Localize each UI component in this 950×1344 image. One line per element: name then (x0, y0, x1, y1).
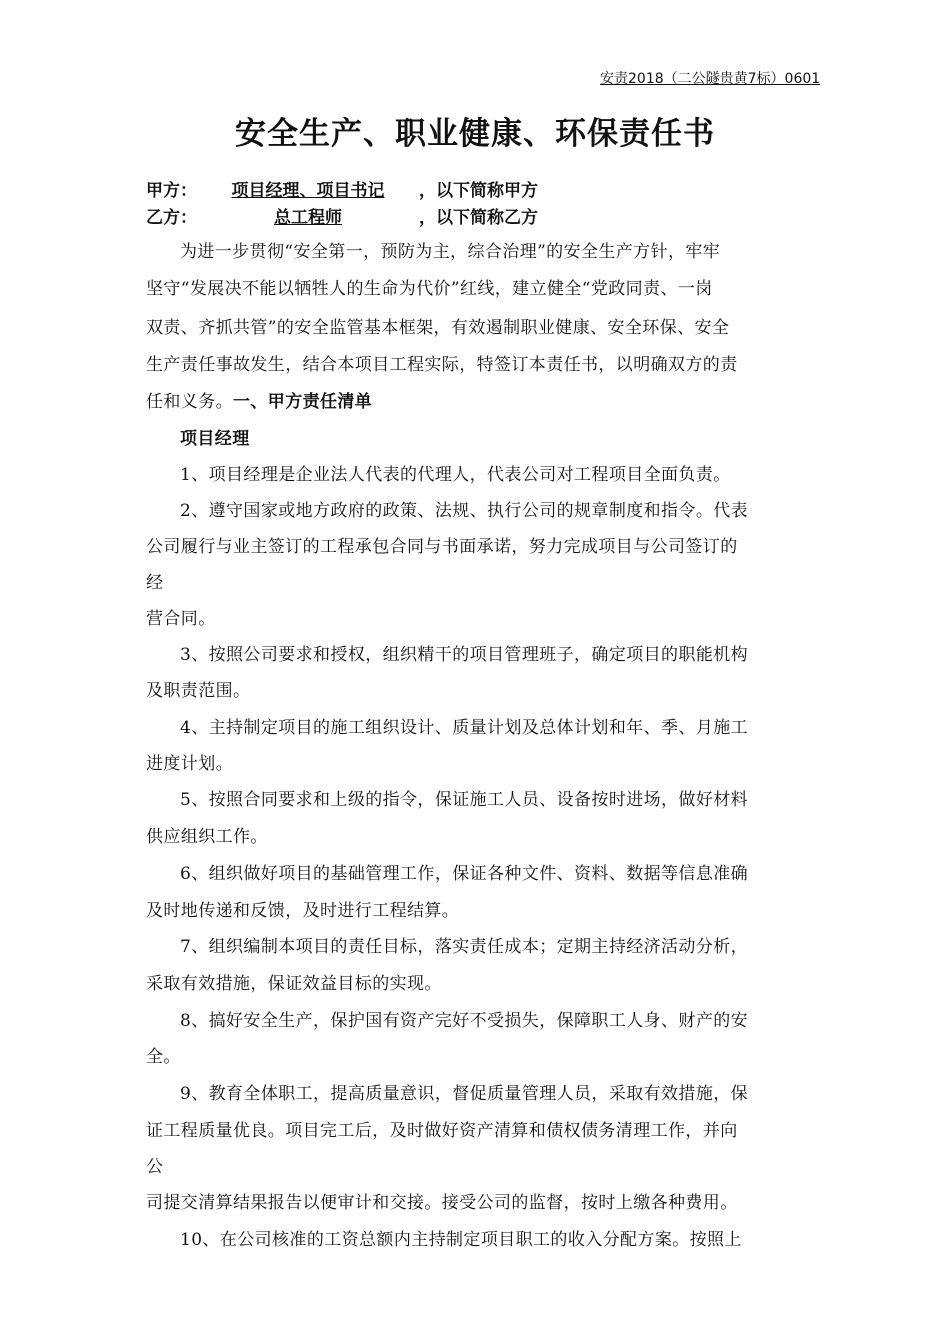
party-a-role: 项目经理、项目书记 (231, 181, 385, 201)
list-item: 经 (146, 573, 164, 593)
intro-line: 为进一步贯彻“安全第一，预防为主，综合治理”的安全生产方针，牢牢 (180, 242, 721, 262)
intro-line: 双责、齐抓共管”的安全监管基本框架，有效遏制职业健康、安全环保、安全 (146, 318, 730, 338)
list-item: 采取有效措施，保证效益目标的实现。 (146, 974, 442, 994)
list-item: 公司履行与业主签订的工程承包合同与书面承诺，努力完成项目与公司签订的 (146, 537, 738, 557)
list-item: 4、主持制定项目的施工组织设计、质量计划及总体计划和年、季、月施工 (180, 718, 749, 738)
list-item: 3、按照公司要求和授权，组织精干的项目管理班子，确定项目的职能机构 (180, 645, 749, 665)
section-heading: 一、甲方责任清单 (233, 392, 373, 412)
list-item: 供应组织工作。 (146, 827, 268, 847)
list-item: 公 (146, 1157, 164, 1177)
list-item: 营合同。 (146, 609, 216, 629)
list-item: 1、项目经理是企业法人代表的代理人，代表公司对工程项目全面负责。 (180, 465, 731, 485)
party-b-suffix: ，以下简称乙方 (419, 208, 538, 228)
intro-line: 任和义务。 (146, 392, 233, 412)
list-item: 证工程质量优良。项目完工后，及时做好资产清算和债权债务清理工作，并向 (146, 1121, 738, 1141)
document-code: 安责2018（二公隧贵黄7标）0601 (600, 71, 821, 87)
intro-line: 生产责任事故发生，结合本项目工程实际，特签订本责任书，以明确双方的责 (146, 355, 738, 375)
list-item: 10、在公司核准的工资总额内主持制定项目职工的收入分配方案。按照上 (180, 1230, 742, 1250)
subheading: 项目经理 (180, 429, 250, 449)
list-item: 7、组织编制本项目的责任目标，落实责任成本；定期主持经济活动分析， (180, 937, 749, 957)
party-a-suffix: ，以下简称甲方 (419, 181, 538, 201)
list-item: 进度计划。 (146, 754, 233, 774)
list-item: 2、遵守国家或地方政府的政策、法规、执行公司的规章制度和指令。代表 (180, 501, 749, 521)
party-b-label: 乙方： (146, 208, 197, 228)
list-item: 5、按照合同要求和上级的指令，保证施工人员、设备按时进场，做好材料 (180, 790, 749, 810)
party-a-line (146, 176, 538, 201)
list-item: 9、教育全体职工，提高质量意识，督促质量管理人员，采取有效措施，保 (180, 1084, 749, 1104)
list-item: 及职责范围。 (146, 681, 251, 701)
list-item: 司提交清算结果报告以便审计和交接。接受公司的监督，按时上缴各种费用。 (146, 1193, 738, 1213)
list-item: 全。 (146, 1047, 181, 1067)
list-item: 及时地传递和反馈，及时进行工程结算。 (146, 901, 460, 921)
party-b-role: 总工程师 (274, 208, 342, 228)
party-a-label: 甲方： (146, 181, 197, 201)
party-b-line (146, 203, 538, 228)
list-item: 8、搞好安全生产，保护国有资产完好不受损失，保障职工人身、财产的安 (180, 1011, 749, 1031)
document-title: 安全生产、职业健康、环保责任书 (235, 116, 715, 152)
intro-line: 坚守“发展决不能以牺牲人的生命为代价”红线，建立健全“党政同责、一岗 (146, 279, 713, 299)
list-item: 6、组织做好项目的基础管理工作，保证各种文件、资料、数据等信息准确 (180, 864, 749, 884)
intro-last-line (146, 387, 372, 412)
